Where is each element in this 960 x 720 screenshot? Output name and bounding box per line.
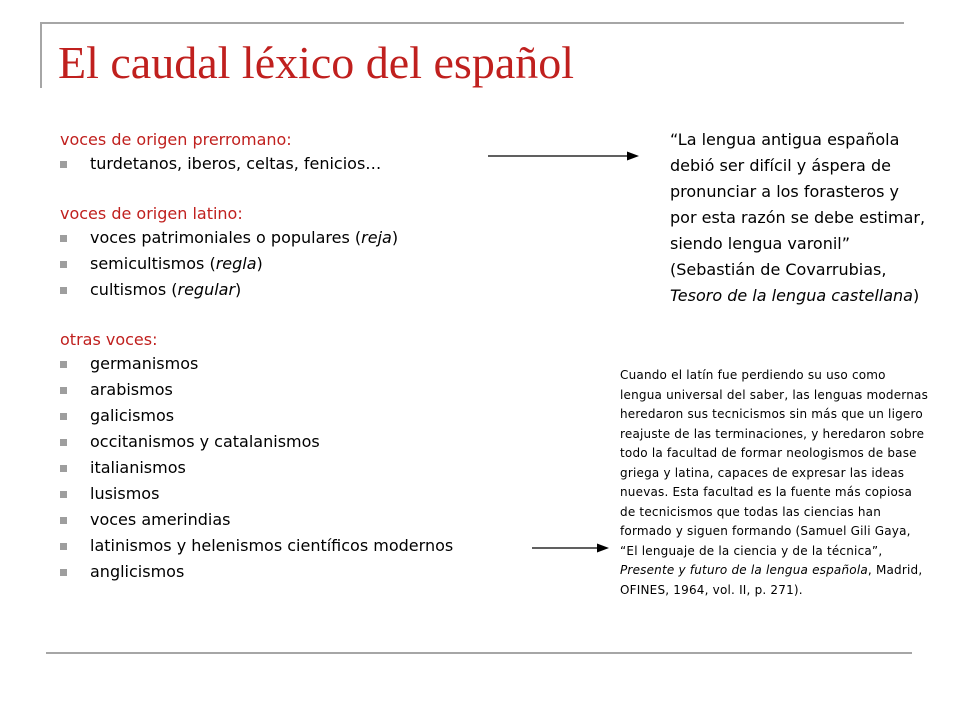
section-heading-latino: voces de origen latino: [60, 204, 243, 223]
example-word: regular [177, 280, 236, 299]
vocabulary-sources [60, 128, 530, 586]
square-bullet-icon [60, 491, 67, 498]
list-item [60, 152, 530, 178]
list-item-label: voces amerindias [90, 510, 231, 529]
list-item [60, 560, 530, 586]
square-bullet-icon [60, 261, 67, 268]
list-item [60, 404, 530, 430]
note-book-title: Presente y futuro de la lengua española [620, 563, 868, 577]
arrow-right-icon [532, 538, 610, 558]
square-bullet-icon [60, 235, 67, 242]
note-text: Cuando el latín fue perdiendo su uso como lengua universal del saber, las lenguas modernas heredaron sus tecnicismos sin más que un ligero reajuste de las terminaciones, y heredaron sobre todo la facultad de formar neologismos de base griega y latina, capaces de expresar las ideas nuevas. Esta facultad es la fuente más copiosa de tecnicismos que todas las ciencias han formado y siguen formando (Samuel Gili Gaya, “El lenguaje de la ciencia y de la técnica”, [620, 368, 929, 558]
list-item-label: germanismos [90, 354, 199, 373]
list-item-label: occitanismos y catalanismos [90, 432, 320, 451]
list-prerromano [60, 152, 530, 178]
list-item [60, 534, 530, 560]
list-item-label: turdetanos, iberos, celtas, fenicios… [90, 154, 382, 173]
square-bullet-icon [60, 465, 67, 472]
section-heading-prerromano: voces de origen prerromano: [60, 130, 292, 149]
square-bullet-icon [60, 287, 67, 294]
square-bullet-icon [60, 361, 67, 368]
list-item-label: latinismos y helenismos científicos modernos [90, 536, 454, 555]
list-item [60, 482, 530, 508]
list-item-label: arabismos [90, 380, 173, 399]
list-item [60, 278, 530, 304]
list-item [60, 378, 530, 404]
list-otras [60, 352, 530, 586]
slide-title: El caudal léxico del español [58, 37, 575, 88]
list-item-label: semicultismos ( [90, 254, 216, 273]
list-item-label: cultismos ( [90, 280, 178, 299]
note-suffix: , Madrid, OFINES, 1964, vol. II, p. 271). [620, 563, 923, 597]
list-item [60, 226, 530, 252]
arrow-right-icon [488, 146, 640, 166]
square-bullet-icon [60, 517, 67, 524]
list-item-label: italianismos [90, 458, 186, 477]
square-bullet-icon [60, 543, 67, 550]
list-item [60, 252, 530, 278]
covarrubias-quote [670, 127, 930, 309]
list-latino [60, 226, 530, 304]
quote-book-title: Tesoro de la lengua castellana [670, 286, 913, 305]
list-item-label: voces patrimoniales o populares ( [90, 228, 362, 247]
quote-suffix: ) [912, 286, 920, 305]
list-item [60, 430, 530, 456]
list-item [60, 508, 530, 534]
square-bullet-icon [60, 161, 67, 168]
square-bullet-icon [60, 387, 67, 394]
list-item [60, 352, 530, 378]
square-bullet-icon [60, 413, 67, 420]
square-bullet-icon [60, 439, 67, 446]
list-item-label: galicismos [90, 406, 175, 425]
section-heading-otras: otras voces: [60, 330, 158, 349]
list-item-suffix: ) [235, 280, 242, 299]
example-word: regla [215, 254, 257, 273]
square-bullet-icon [60, 569, 67, 576]
list-item-label: lusismos [90, 484, 160, 503]
frame-bottom-line [46, 652, 912, 654]
list-item-suffix: ) [391, 228, 399, 247]
quote-text: “La lengua antigua española debió ser difícil y áspera de pronunciar a los forasteros y por esta razón se debe estimar, siendo lengua varonil” (Sebastián de Covarrubias, [670, 130, 926, 279]
frame-top-line [40, 22, 904, 24]
frame-left-line [40, 22, 42, 88]
list-item-suffix: ) [256, 254, 263, 273]
gili-gaya-note [620, 366, 930, 600]
list-item-label: anglicismos [90, 562, 185, 581]
list-item [60, 456, 530, 482]
example-word: reja [361, 228, 392, 247]
